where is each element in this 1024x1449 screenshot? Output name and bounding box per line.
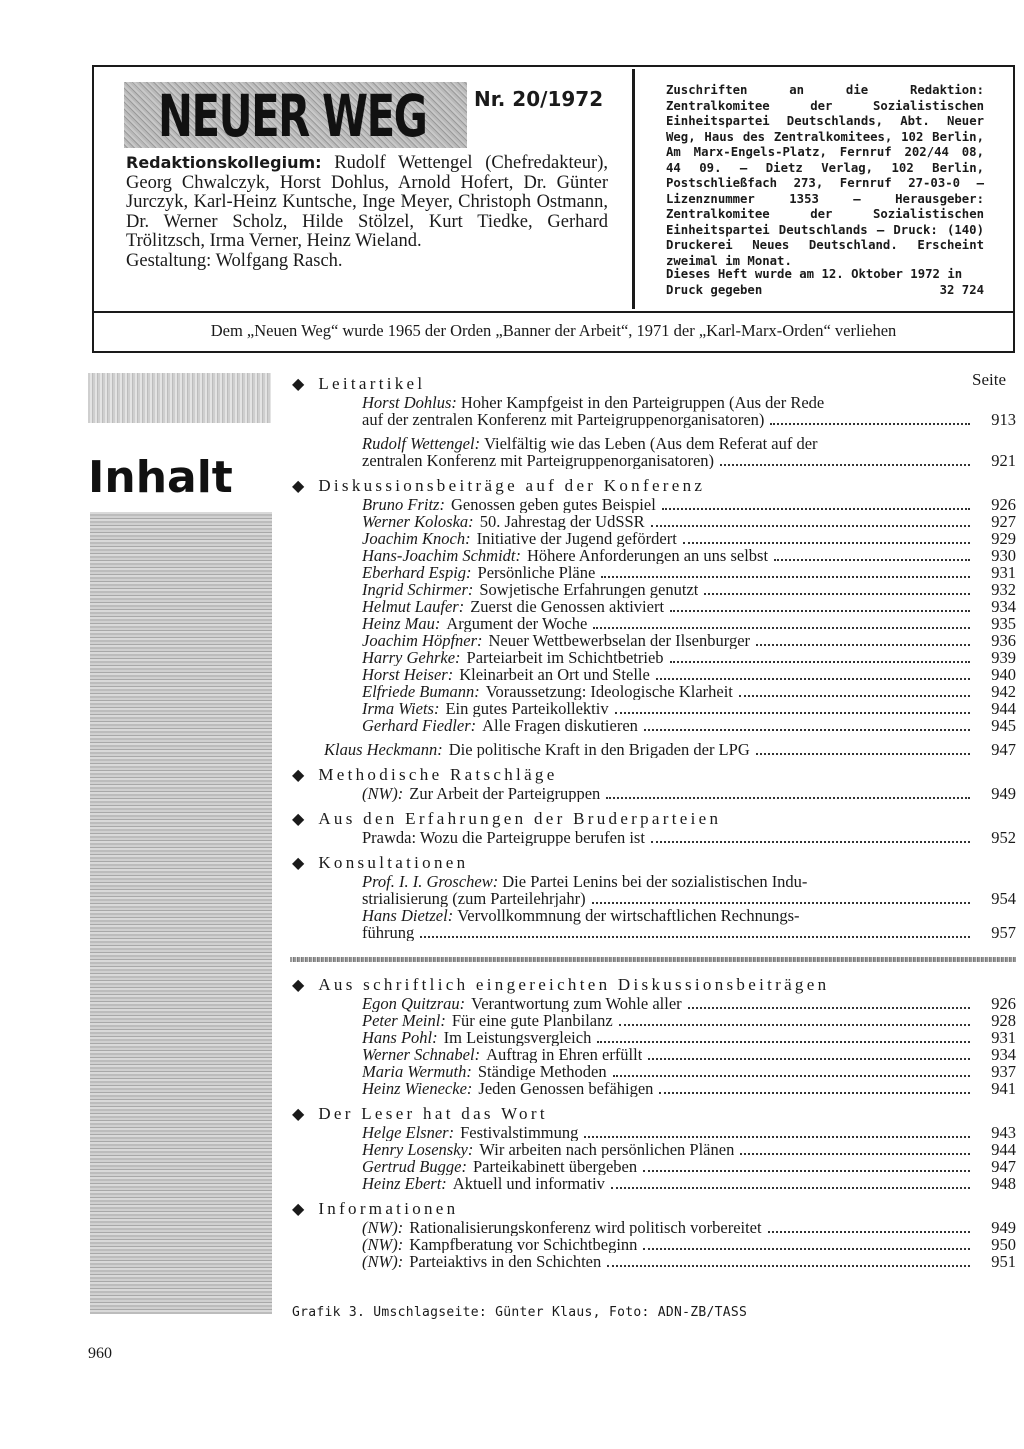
entry-page: 945: [991, 716, 1016, 735]
entry-page: 944: [991, 1140, 1016, 1159]
entry-title: Die Partei Lenins bei der sozialistischen Indu-: [502, 872, 808, 891]
entry-page: 936: [991, 631, 1016, 650]
entry-title: Ständige Methoden: [477, 1063, 607, 1080]
leader-dots: [643, 1170, 970, 1172]
entry-author: (NW):: [362, 1253, 404, 1270]
section-diskussion: [292, 475, 1016, 758]
toc-entry[interactable]: [292, 649, 1016, 666]
section-heading: [292, 852, 1016, 873]
entry-title: zentralen Konferenz mit Parteigruppenorganisatoren): [362, 452, 715, 469]
entry-title: Aktuell und informativ: [452, 1175, 605, 1192]
entry-author: (NW):: [362, 1236, 404, 1253]
entry-page: 931: [991, 563, 1016, 582]
entry-author: Joachim Knoch:: [362, 530, 471, 547]
issue-number: Nr. 20/1972: [474, 87, 604, 111]
entry-title: Voraussetzung: Ideologische Klarheit: [485, 683, 733, 700]
entry-list: [292, 1124, 1016, 1192]
entry-title: Ein gutes Parteikollektiv: [445, 700, 609, 717]
entry-author: Werner Koloska:: [362, 513, 474, 530]
print-date: Dieses Heft wurde am 12. Oktober 1972 in Druck gegeben: [666, 267, 963, 297]
toc-entry[interactable]: [292, 435, 974, 452]
toc-entry[interactable]: [292, 530, 1016, 547]
toc-entry[interactable]: [292, 1158, 1016, 1175]
photo-credits: Grafik 3. Umschlagseite: Günter Klaus, Foto: ADN-ZB/TASS: [292, 1305, 748, 1320]
toc-entry[interactable]: [292, 1253, 1016, 1270]
entry-page: 929: [991, 529, 1016, 548]
entry-author: Helmut Laufer:: [362, 598, 465, 615]
leader-dots: [683, 542, 970, 544]
entry-page: 932: [991, 580, 1016, 599]
leader-dots: [756, 644, 970, 646]
toc-entry[interactable]: [292, 547, 1016, 564]
entry-title: auf der zentralen Konferenz mit Parteigruppenorganisatoren): [362, 411, 765, 428]
entry-author: Bruno Fritz:: [362, 496, 445, 513]
entry-title: Vervollkommnung der wirtschaftlichen Rechnungs-: [457, 906, 800, 925]
section-title[interactable]: Leitartikel: [318, 373, 426, 393]
section-heading: [292, 475, 1016, 496]
leader-dots: [651, 525, 970, 527]
toc-entry[interactable]: [292, 683, 1016, 700]
entry-author: Klaus Heckmann:: [324, 741, 443, 758]
entry-page: 927: [991, 512, 1016, 531]
entry-author: Heinz Wienecke:: [362, 1080, 473, 1097]
entry-title: Sowjetische Erfahrungen genutzt: [479, 581, 699, 598]
leader-dots: [648, 1058, 970, 1060]
entry-page: 926: [991, 994, 1016, 1013]
entry-title: Zuerst die Genossen aktiviert: [470, 598, 665, 615]
entry-author: Hans Pohl:: [362, 1029, 438, 1046]
leader-dots: [739, 695, 970, 697]
entry-title: Verantwortung zum Wohle aller: [471, 995, 682, 1012]
toc-entry[interactable]: [292, 700, 1016, 717]
entry-page: 928: [991, 1011, 1016, 1030]
section-title[interactable]: Konsultationen: [318, 852, 469, 872]
page-number: 960: [88, 1345, 112, 1362]
toc-entry[interactable]: [292, 1012, 1016, 1029]
entry-page: 939: [991, 648, 1016, 667]
toc-entry[interactable]: [292, 741, 1016, 758]
section-bruderparteien: [292, 808, 1016, 846]
diamond-bullet-icon: ◆: [292, 375, 305, 393]
entry-title: Vielfältig wie das Leben (Aus dem Referat auf der: [484, 434, 818, 453]
leader-dots: [704, 593, 970, 595]
sidebar-texture: [90, 512, 272, 1314]
section-konsultationen: [292, 852, 1016, 941]
entry-title: Für eine gute Planbilanz: [451, 1012, 613, 1029]
toc-entry[interactable]: [292, 632, 1016, 649]
toc-entry[interactable]: [292, 1141, 1016, 1158]
entry-author: Egon Quitzrau:: [362, 995, 466, 1012]
entry-author: Heinz Mau:: [362, 615, 441, 632]
entry-author: Peter Meinl:: [362, 1012, 446, 1029]
section-title[interactable]: Aus schriftlich eingereichten Diskussionsbeiträgen: [318, 974, 830, 994]
entry-author: Prof. I. I. Groschew:: [362, 872, 499, 891]
design-credit: Gestaltung: Wolfgang Rasch.: [126, 250, 343, 271]
entry-title: Rationalisierungskonferenz wird politisch vorbereitet: [409, 1219, 762, 1236]
entry-author: Hans-Joachim Schmidt:: [362, 547, 522, 564]
section-title[interactable]: Der Leser hat das Wort: [318, 1103, 548, 1123]
print-code: 32 724: [939, 282, 984, 297]
entry-list: [292, 496, 1016, 734]
entry-title: Wozu die Parteigruppe berufen ist: [419, 829, 645, 846]
section-informationen: [292, 1198, 1016, 1270]
entry-page: 951: [991, 1252, 1016, 1271]
diamond-bullet-icon: ◆: [292, 1105, 305, 1123]
entry-page: 949: [991, 784, 1016, 803]
section-heading: [292, 974, 1016, 995]
entry-title: Alle Fragen diskutieren: [482, 717, 638, 734]
entry-list: [292, 1219, 1016, 1270]
entry-title: Genossen geben gutes Beispiel: [450, 496, 656, 513]
entry-page: 952: [991, 828, 1016, 847]
editorial-members: Rudolf Wettengel (Chefredakteur), Georg Chwalczyk, Horst Dohlus, Arnold Hofert, Dr. Günter Jurczyk, Karl-Heinz Kuntsche, Inge Meyer, Christoph Ostmann, Dr. Werner Scholz, Hilde Stölzel, Kurt Tiedke, Gerhard Trölitzsch, Irma Verner, Heinz Wieland.: [126, 153, 609, 251]
section-heading: [292, 808, 1016, 829]
section-heading: [292, 1198, 1016, 1219]
entry-page: 926: [991, 495, 1016, 514]
leader-dots: [720, 464, 970, 466]
editorial-label: Redaktionskollegium:: [126, 153, 322, 172]
entry-list: [292, 995, 1016, 1097]
entry-page: 942: [991, 682, 1016, 701]
entry-title: führung: [362, 924, 415, 941]
section-title[interactable]: Informationen: [318, 1198, 459, 1218]
leader-dots: [584, 1136, 970, 1138]
entry-page: 950: [991, 1235, 1016, 1254]
leader-dots: [420, 936, 970, 938]
diamond-bullet-icon: ◆: [292, 854, 305, 872]
leader-dots: [770, 423, 970, 425]
entry-title: Kleinarbeit an Ort und Stelle: [459, 666, 650, 683]
entry-title: Die politische Kraft in den Brigaden der LPG: [448, 741, 750, 758]
leader-dots: [659, 1092, 970, 1094]
entry-author: Rudolf Wettengel:: [362, 434, 481, 453]
section-schriftlich: [292, 974, 1016, 1097]
entry-title: strialisierung (zum Parteilehrjahr): [362, 890, 586, 907]
leader-dots: [670, 610, 970, 612]
entry-author: Irma Wiets:: [362, 700, 440, 717]
entry-page: 949: [991, 1218, 1016, 1237]
leader-dots: [597, 1041, 970, 1043]
entry-title: Im Leistungsvergleich: [443, 1029, 592, 1046]
entry-author: Hans Dietzel:: [362, 906, 454, 925]
entry-author: Horst Heiser:: [362, 666, 454, 683]
toc-entry[interactable]: [292, 394, 974, 411]
entry-page: 947: [991, 740, 1016, 759]
entry-title: Initiative der Jugend gefördert: [476, 530, 677, 547]
leader-dots: [611, 1187, 970, 1189]
print-note: [666, 267, 984, 298]
entry-page: 941: [991, 1079, 1016, 1098]
entry-title: 50. Jahrestag der UdSSR: [479, 513, 645, 530]
entry-author: Eberhard Espig:: [362, 564, 472, 581]
toc-entry[interactable]: [292, 496, 1016, 513]
entry-title: Parteiaktivs in den Schichten: [409, 1253, 602, 1270]
entry-author: Helge Elsner:: [362, 1124, 455, 1141]
entry-title: Persönliche Pläne: [477, 564, 596, 581]
section-leitartikel: [292, 373, 1016, 469]
leader-dots: [656, 678, 970, 680]
diamond-bullet-icon: ◆: [292, 810, 305, 828]
toc-entry-cont[interactable]: [292, 890, 1016, 907]
section-title[interactable]: Aus den Erfahrungen der Bruderparteien: [318, 808, 722, 828]
leader-dots: [613, 1075, 970, 1077]
contact-info: Zuschriften an die Redaktion: Zentralkomitee der Sozialistischen Einheitspartei Deutschlands, Abt. Neuer Weg, Haus des Zentralkomitees, 102 Berlin, Am Marx-Engels-Platz, Fernruf 202/44 08, 44 09. — Dietz Verlag, 102 Berlin, Postschließfach 273, Fernruf 27-03-0 — Lizenznummer 1353 — Herausgeber: Zentralkomitee der Sozialistischen Einheitspartei Deutschlands — Druck: (140) Druckerei Neues Deutschland. Erscheint zweimal im Monat.: [666, 83, 984, 268]
entry-author: Gertrud Bugge:: [362, 1158, 467, 1175]
section-title[interactable]: Diskussionsbeiträge auf der Konferenz: [318, 475, 706, 495]
toc-entry[interactable]: [292, 1046, 1016, 1063]
entry-author: Werner Schnabel:: [362, 1046, 481, 1063]
leader-dots: [740, 1153, 970, 1155]
entry-author: Elfriede Bumann:: [362, 683, 480, 700]
entry-page: 913: [991, 410, 1016, 429]
leader-dots: [662, 508, 970, 510]
leader-dots: [607, 1265, 970, 1267]
entry-title: Parteikabinett übergeben: [472, 1158, 638, 1175]
toc-entry[interactable]: [292, 785, 1016, 802]
section-methodische: [292, 764, 1016, 802]
diamond-bullet-icon: ◆: [292, 1200, 305, 1218]
section-divider: [290, 957, 1016, 962]
entry-author: Harry Gehrke:: [362, 649, 461, 666]
award-banner: Dem „Neuen Weg“ wurde 1965 der Orden „Banner der Arbeit“, 1971 der „Karl-Marx-Orden“ verliehen: [92, 313, 1015, 353]
diamond-bullet-icon: ◆: [292, 976, 305, 994]
toc-entry[interactable]: [292, 1219, 1016, 1236]
toc-entry[interactable]: [292, 513, 1016, 530]
leader-dots: [643, 1248, 970, 1250]
toc-entry[interactable]: [292, 564, 1016, 581]
entry-page: 937: [991, 1062, 1016, 1081]
entry-page: 944: [991, 699, 1016, 718]
entry-page: 954: [991, 889, 1016, 908]
entry-page: 947: [991, 1157, 1016, 1176]
leader-dots: [615, 712, 970, 714]
toc-entry[interactable]: [292, 615, 1016, 632]
toc-entry[interactable]: [292, 829, 1016, 846]
entry-page: 935: [991, 614, 1016, 633]
entry-title: Parteiarbeit im Schichtbetrieb: [466, 649, 664, 666]
toc-entry-cont[interactable]: [292, 411, 1016, 428]
leader-dots: [619, 1024, 970, 1026]
toc-entry[interactable]: [292, 598, 1016, 615]
entry-author: (NW):: [362, 785, 404, 802]
entry-title: Höhere Anforderungen an uns selbst: [527, 547, 769, 564]
section-leser: [292, 1103, 1016, 1192]
entry-title: Neuer Wettbewerbselan der Ilsenburger: [488, 632, 751, 649]
leader-dots: [601, 576, 970, 578]
table-of-contents: [292, 373, 1016, 1276]
masthead-divider: [632, 69, 635, 309]
entry-title: Argument der Woche: [446, 615, 588, 632]
toc-entry[interactable]: [292, 581, 1016, 598]
entry-author: Prawda:: [362, 829, 417, 846]
section-heading: [292, 373, 1016, 394]
toc-entry[interactable]: [292, 907, 974, 924]
entry-author: (NW):: [362, 1219, 404, 1236]
toc-entry-cont[interactable]: [292, 924, 1016, 941]
toc-entry-cont[interactable]: [292, 452, 1016, 469]
entry-page: 940: [991, 665, 1016, 684]
contents-heading: Inhalt: [88, 452, 233, 503]
leader-dots: [651, 841, 970, 843]
toc-entry[interactable]: [292, 1063, 1016, 1080]
entry-title: Festivalstimmung: [460, 1124, 579, 1141]
entry-page: 934: [991, 1045, 1016, 1064]
toc-entry[interactable]: [292, 1124, 1016, 1141]
leader-dots: [593, 627, 970, 629]
toc-entry[interactable]: [292, 1175, 1016, 1192]
entry-author: Heinz Ebert:: [362, 1175, 447, 1192]
toc-entry[interactable]: [292, 873, 974, 890]
toc-entry[interactable]: [292, 1236, 1016, 1253]
entry-title: Auftrag in Ehren erfüllt: [486, 1046, 643, 1063]
entry-title: Jeden Genossen befähigen: [478, 1080, 654, 1097]
entry-page: 921: [991, 451, 1016, 470]
entry-page: 948: [991, 1174, 1016, 1193]
leader-dots: [756, 753, 970, 755]
leader-dots: [606, 797, 970, 799]
leader-dots: [768, 1231, 970, 1233]
toc-entry[interactable]: [292, 717, 1016, 734]
leader-dots: [592, 902, 970, 904]
entry-author: Joachim Höpfner:: [362, 632, 483, 649]
entry-page: 957: [991, 923, 1016, 942]
leader-dots: [774, 559, 970, 561]
diamond-bullet-icon: ◆: [292, 477, 305, 495]
page-column-label: Seite: [972, 370, 1006, 389]
entry-page: 934: [991, 597, 1016, 616]
diamond-bullet-icon: ◆: [292, 766, 305, 784]
leader-dots: [670, 661, 970, 663]
entry-page: 943: [991, 1123, 1016, 1142]
section-heading: [292, 764, 1016, 785]
entry-author: Henry Losensky:: [362, 1141, 474, 1158]
entry-author: Maria Wermuth:: [362, 1063, 472, 1080]
editorial-board: [126, 153, 608, 271]
entry-author: Gerhard Fiedler:: [362, 717, 477, 734]
entry-title: Hoher Kampfgeist in den Parteigruppen (Aus der Rede: [460, 393, 825, 412]
section-title[interactable]: Methodische Ratschläge: [318, 764, 558, 784]
sidebar-texture-top: [88, 373, 271, 423]
toc-entry[interactable]: [292, 995, 1016, 1012]
leader-dots: [688, 1007, 970, 1009]
entry-title: Kampfberatung vor Schichtbeginn: [409, 1236, 638, 1253]
leader-dots: [644, 729, 970, 731]
entry-author: Horst Dohlus:: [362, 393, 457, 412]
entry-page: 930: [991, 546, 1016, 565]
section-heading: [292, 1103, 1016, 1124]
entry-author: Ingrid Schirmer:: [362, 581, 474, 598]
magazine-logo: NEUER WEG: [158, 82, 427, 150]
masthead-box: [92, 65, 1015, 313]
toc-entry[interactable]: [292, 1029, 1016, 1046]
entry-page: 931: [991, 1028, 1016, 1047]
entry-title: Wir arbeiten nach persönlichen Plänen: [479, 1141, 735, 1158]
toc-entry[interactable]: [292, 1080, 1016, 1097]
entry-title: Zur Arbeit der Parteigruppen: [409, 785, 601, 802]
toc-entry[interactable]: [292, 666, 1016, 683]
